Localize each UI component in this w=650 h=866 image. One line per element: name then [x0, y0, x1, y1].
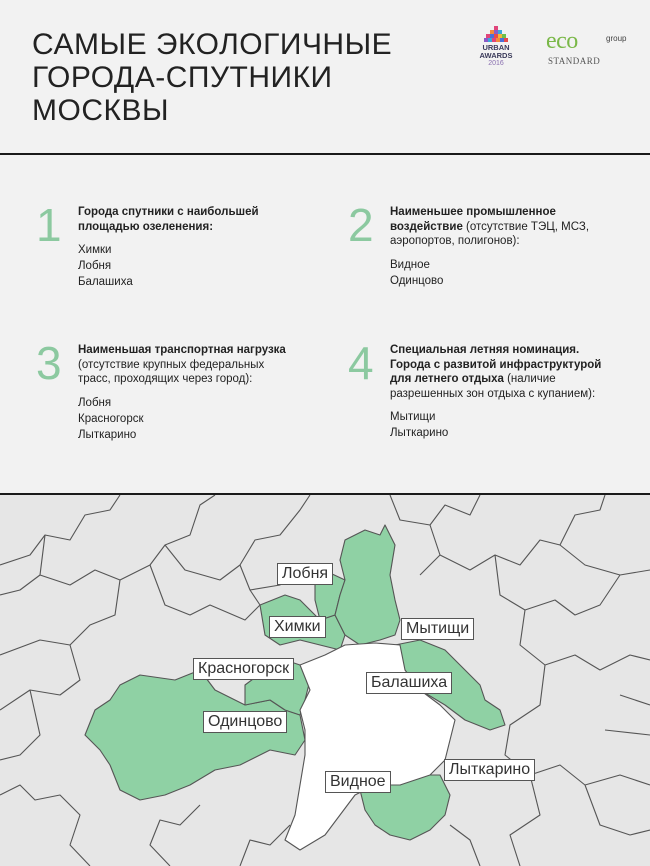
urban-logo-year: 2016 — [488, 60, 504, 67]
eco-logo-group: group — [606, 34, 627, 43]
title-line-3: МОСКВЫ — [32, 94, 170, 127]
moscow-region-map — [0, 495, 650, 866]
category-text — [390, 205, 620, 289]
category-number: 4 — [348, 337, 374, 389]
map-label-lytkarino: Лыткарино — [444, 759, 535, 781]
category-description: (отсутствие ТЭЦ, МСЗ, аэропортов, полигонов): — [390, 220, 590, 247]
urban-logo-line2: AWARDS — [479, 51, 513, 60]
city-item: Мытищи — [390, 411, 436, 423]
map-label-odintsovo: Одинцово — [203, 711, 287, 733]
map-label-lobnya: Лобня — [277, 563, 333, 585]
city-item: Лобня — [78, 260, 112, 272]
map-label-vidnoe: Видное — [325, 771, 391, 793]
city-list — [78, 242, 313, 290]
map-label-khimki: Химки — [269, 616, 326, 638]
mytishchi-district — [335, 525, 400, 645]
header-divider — [0, 153, 650, 155]
urban-awards-emblem-icon — [483, 26, 509, 44]
category-description: (наличие разрешенных зон отдыха с купанием): — [390, 373, 596, 400]
city-item: Видное — [390, 258, 430, 271]
category-heading: Наименьшая транспортная нагрузка — [78, 344, 286, 356]
city-item: Лобня — [78, 396, 112, 409]
city-item: Одинцово — [390, 274, 444, 287]
title-line-2: ГОРОДА-СПУТНИКИ — [32, 61, 333, 94]
category-number: 2 — [348, 199, 374, 251]
page-title — [32, 28, 392, 127]
category-number: 3 — [36, 337, 62, 389]
map-label-balashikha: Балашиха — [366, 672, 452, 694]
map-svg — [0, 495, 650, 866]
category-text — [78, 343, 293, 443]
category-heading: Наименьшее промышленное воздействие — [390, 206, 556, 233]
city-item: Лыткарино — [78, 428, 137, 441]
map-label-krasnogorsk: Красногорск — [193, 658, 294, 680]
city-item: Химки — [78, 244, 112, 256]
city-list — [390, 257, 620, 289]
eco-standard-logo — [546, 30, 630, 70]
urban-awards-logo — [476, 26, 516, 68]
urban-logo-line1: URBAN — [482, 43, 510, 52]
category-text — [390, 343, 615, 441]
category-text — [78, 205, 313, 290]
city-list — [78, 395, 293, 443]
city-list — [390, 409, 615, 441]
eco-logo-eco: eco — [546, 28, 578, 54]
city-item: Красногорск — [78, 412, 144, 425]
city-item: Лыткарино — [390, 427, 449, 439]
title-line-1: САМЫЕ ЭКОЛОГИЧНЫЕ — [32, 28, 393, 61]
eco-logo-standard: STANDARD — [548, 56, 601, 66]
city-item: Балашиха — [78, 276, 133, 288]
header — [0, 0, 650, 153]
category-heading: Города спутники с наибольшей площадью озеленения: — [78, 206, 259, 233]
category-heading: Специальная летняя номинация. Города с развитой инфраструктурой для летнего отдыха — [390, 344, 602, 385]
category-number: 1 — [36, 199, 62, 251]
category-description: (отсутствие крупных федеральных трасс, проходящих через город): — [78, 358, 265, 385]
map-label-mytishchi: Мытищи — [401, 618, 474, 640]
